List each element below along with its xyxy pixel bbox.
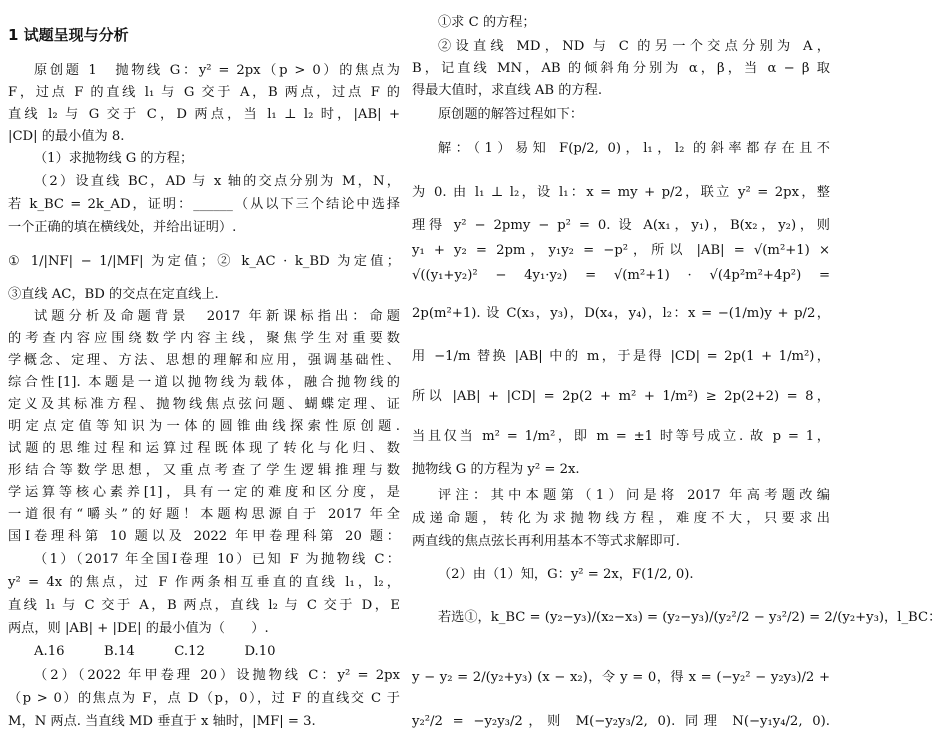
left-text-line: M，N 两点. 当直线 MD 垂直于 x 轴时，|MF| = 3.	[8, 714, 316, 729]
left-text-line: 学概念、定理、方法、思想的理解和应用，强调基础性、	[8, 353, 400, 368]
right-text-line: y₂²/2 = −y₂y₃/2，则 M(−y₂y₃/2, 0). 同理 N(−y₁y₄/2, 0).	[412, 714, 830, 729]
left-text-line: 国Ⅰ卷理科第 10 题以及 2022 年甲卷理科第 20 题：	[8, 529, 400, 544]
right-text-line: 若选①，k_BC = (y₂−y₃)/(x₂−x₃) = (y₂−y₃)/(y₂²/2 − y₃²/2) = 2/(y₂+y₃)，l_BC：	[438, 610, 941, 625]
right-text-line: 解：（1）易知 F(p/2, 0)，l₁，l₂ 的斜率都存在且不	[438, 141, 830, 156]
left-text-line: ① 1/|NF| − 1/|MF| 为定值；② k_AC · k_BD 为定值；	[8, 254, 400, 269]
left-text-line: 一个正确的填在横线处，并给出证明）.	[8, 220, 237, 235]
left-text-line: （1）（2017 年全国Ⅰ卷理 10）已知 F 为抛物线 C：	[34, 552, 400, 567]
right-text-line: 得最大值时，求直线 AB 的方程.	[412, 83, 603, 98]
left-text-line: 形结合等数学思想，又重点考查了学生逻辑推理与数	[8, 463, 400, 478]
right-text-line: 所以 |AB| + |CD| = 2p(2 + m² + 1/m²) ≥ 2p(2+2) = 8，	[412, 389, 830, 404]
left-text-line: F，过点 F 的直线 l₁ 与 G 交于 A，B 两点，过点 F 的	[8, 85, 400, 100]
right-text-line: 用 −1/m 替换 |AB| 中的 m，于是得 |CD| = 2p(1 + 1/m²)，	[412, 349, 830, 364]
left-text-line: y² = 4x 的焦点，过 F 作两条相互垂直的直线 l₁，l₂，	[8, 575, 400, 590]
left-text-line: 综合性[1]. 本题是一道以抛物线为载体，融合抛物线的	[8, 375, 400, 390]
left-text-line: 试题分析及命题背景 2017 年新课标指出：命题	[34, 309, 400, 324]
left-text-line: ③直线 AC，BD 的交点在定直线上.	[8, 287, 219, 302]
left-text-line: A.16 B.14 C.12 D.10	[34, 644, 276, 659]
left-text-line: 一道很有“嚼头”的好题！本题构思源自于 2017 年全	[8, 507, 400, 522]
left-text-line: |CD| 的最小值为 8.	[8, 129, 125, 144]
right-text-line: 抛物线 G 的方程为 y² = 2x.	[412, 462, 580, 477]
left-text-line: 直线 l₁ 与 C 交于 A，B 两点，直线 l₂ 与 C 交于 D，E	[8, 598, 400, 613]
left-text-line: （p > 0）的焦点为 F，点 D（p，0），过 F 的直线交 C 于	[8, 691, 400, 706]
right-text-line: 2p(m²+1). 设 C(x₃，y₃)，D(x₄，y₄)，l₂：x = −(1/m)y + p/2，	[412, 306, 830, 321]
left-text-line: （1）求抛物线 G 的方程；	[34, 151, 194, 166]
right-text-line: y₁ + y₂ = 2pm，y₁y₂ = −p²，所以 |AB| = √(m²+1) ×	[412, 243, 830, 258]
right-text-line: 评注：其中本题第（1）问是将 2017 年高考题改编	[438, 488, 830, 503]
left-text-line: 定义及其标准方程、抛物线焦点弦问题、蝴蝶定理、证	[8, 397, 400, 412]
left-text-line: 学运算等核心素养[1]，具有一定的难度和区分度，是	[8, 485, 400, 500]
right-text-line: y − y₂ = 2/(y₂+y₃) (x − x₂)，令 y = 0，得 x = (−y₂² − y₂y₃)/2 +	[412, 670, 830, 685]
left-text-line: 1 试题呈现与分析	[8, 26, 129, 44]
right-text-line: 为 0. 由 l₁ ⊥ l₂，设 l₁：x = my + p/2，联立 y² = 2px，整	[412, 185, 830, 200]
right-text-line: 原创题的解答过程如下：	[438, 107, 584, 122]
left-text-line: 两点，则 |AB| + |DE| 的最小值为（ ）.	[8, 621, 269, 636]
right-text-line: 成递命题，转化为求抛物线方程，难度不大，只要求出	[412, 511, 830, 526]
right-text-line: ①求 C 的方程；	[438, 15, 536, 30]
right-text-line: √((y₁+y₂)² − 4y₁·y₂) = √(m²+1) · √(4p²m²+4p²) =	[412, 268, 830, 283]
left-text-line: （2）（2022 年甲卷理 20）设抛物线 C：y² = 2px	[34, 668, 400, 683]
left-text-line: 明定点定值等知识为一体的圆锥曲线探索性原创题.	[8, 419, 400, 434]
left-text-line: 原创题 1 抛物线 G：y² = 2px（p > 0）的焦点为	[34, 63, 400, 78]
left-text-line: 试题的思维过程和运算过程既体现了转化与化归、数	[8, 441, 400, 456]
left-text-line: （2）设直线 BC，AD 与 x 轴的交点分别为 M，N，	[34, 174, 400, 189]
right-text-line: 两直线的焦点弦长再利用基本不等式求解即可.	[412, 534, 680, 549]
right-text-line: 理得 y² − 2pmy − p² = 0. 设 A(x₁，y₁)，B(x₂，y₂)，则	[412, 218, 830, 233]
right-text-line: ②设直线 MD，ND 与 C 的另一个交点分别为 A，	[438, 39, 830, 54]
right-text-line: （2）由（1）知，G：y² = 2x，F(1/2, 0).	[438, 567, 694, 582]
left-text-line: 直线 l₂ 与 G 交于 C，D 两点，当 l₁ ⊥ l₂ 时，|AB| +	[8, 107, 400, 122]
right-text-line: B，记直线 MN，AB 的倾斜角分别为 α，β，当 α − β 取	[412, 61, 830, 76]
left-text-line: 的考查内容应围绕数学内容主线，聚焦学生对重要数	[8, 331, 400, 346]
left-text-line: 若 k_BC = 2k_AD，证明：______（从以下三个结论中选择	[8, 197, 400, 212]
right-text-line: 当且仅当 m² = 1/m²，即 m = ±1 时等号成立. 故 p = 1，	[412, 429, 830, 444]
